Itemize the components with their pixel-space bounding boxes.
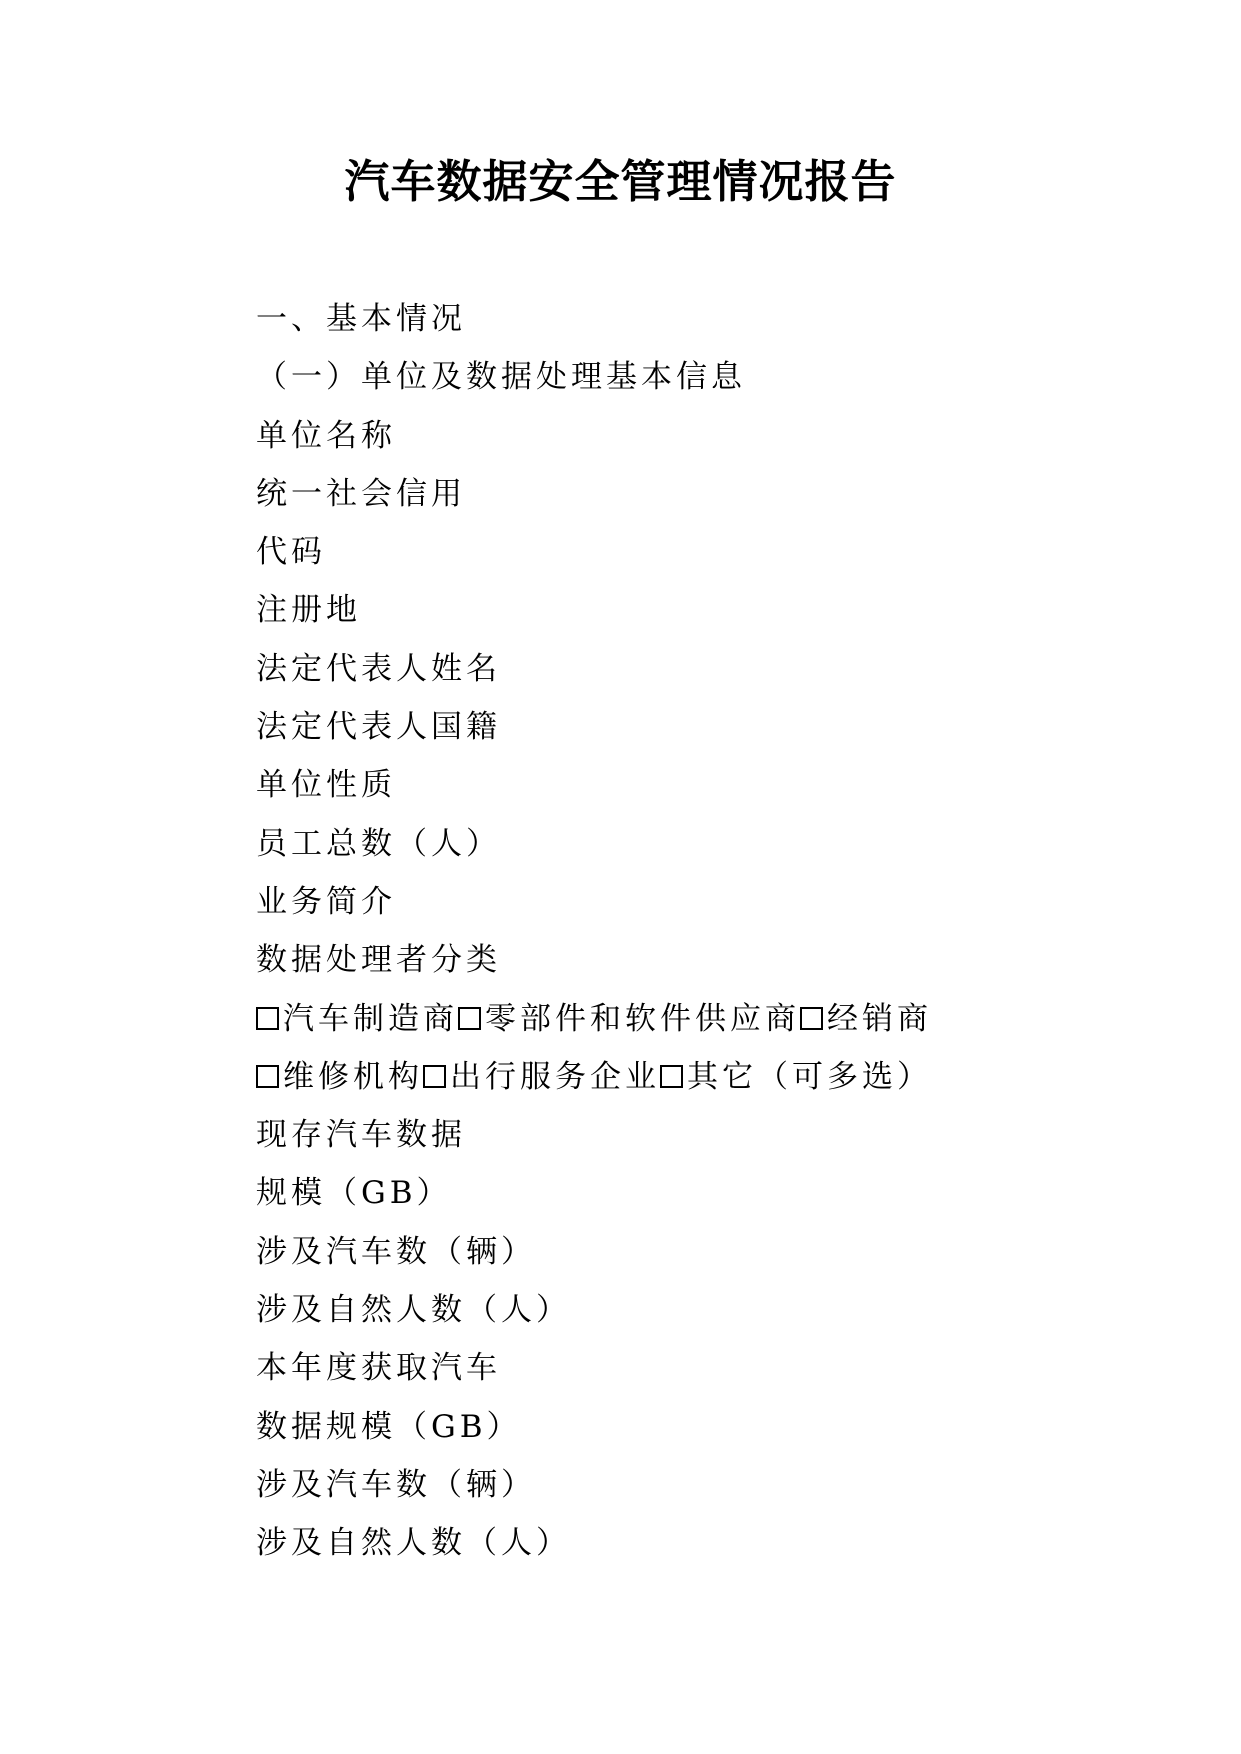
option-label: 其它（可多选） — [687, 1058, 932, 1095]
subsection-heading: （一）单位及数据处理基本信息 — [256, 359, 746, 396]
option-label: 维修机构 — [283, 1058, 423, 1095]
field-label-existing-persons: 涉及自然人数（人） — [256, 1292, 571, 1329]
field-label-registered-address: 注册地 — [256, 592, 361, 629]
option-label: 经销商 — [827, 1000, 932, 1037]
field-label-existing-vehicles: 涉及汽车数（辆） — [256, 1233, 536, 1270]
section-heading: 一、基本情况 — [256, 301, 466, 337]
field-label-unit-nature: 单位性质 — [256, 767, 396, 804]
processor-options-row-1 — [256, 990, 1056, 1048]
option-label: 汽车制造商 — [283, 1000, 458, 1037]
option-other[interactable] — [660, 1059, 932, 1095]
field-label-employee-count: 员工总数（人） — [256, 825, 501, 862]
field-label-annual-persons: 涉及自然人数（人） — [256, 1525, 571, 1562]
page-title: 汽车数据安全管理情况报告 — [344, 155, 897, 208]
checkbox-icon[interactable] — [660, 1065, 683, 1088]
option-dealer[interactable] — [800, 1001, 932, 1037]
document-body — [256, 290, 1056, 1573]
field-label-existing-data-1: 现存汽车数据 — [256, 1117, 466, 1154]
field-label-annual-data-1: 本年度获取汽车 — [256, 1350, 501, 1387]
field-label-legal-rep-nationality: 法定代表人国籍 — [256, 709, 501, 746]
field-label-annual-vehicles: 涉及汽车数（辆） — [256, 1466, 536, 1503]
checkbox-icon[interactable] — [458, 1007, 481, 1030]
option-automaker[interactable] — [256, 1001, 458, 1037]
option-mobility-service[interactable] — [423, 1059, 660, 1095]
field-label-credit-code-2: 代码 — [256, 534, 326, 571]
option-repair-shop[interactable] — [256, 1059, 423, 1095]
checkbox-icon[interactable] — [256, 1065, 279, 1088]
option-parts-software-supplier[interactable] — [458, 1001, 800, 1037]
option-label: 出行服务企业 — [450, 1058, 660, 1095]
field-label-processor-category: 数据处理者分类 — [256, 942, 501, 979]
field-label-existing-data-2: 规模（GB） — [256, 1175, 452, 1212]
field-label-credit-code-1: 统一社会信用 — [256, 475, 466, 512]
field-label-legal-rep-name: 法定代表人姓名 — [256, 650, 501, 687]
option-label: 零部件和软件供应商 — [485, 1000, 800, 1037]
field-label-business-intro: 业务简介 — [256, 883, 396, 920]
processor-options-row-2 — [256, 1048, 1056, 1106]
checkbox-icon[interactable] — [423, 1065, 446, 1088]
checkbox-icon[interactable] — [256, 1007, 279, 1030]
field-label-unit-name: 单位名称 — [256, 417, 396, 454]
field-label-annual-data-2: 数据规模（GB） — [256, 1408, 522, 1445]
checkbox-icon[interactable] — [800, 1007, 823, 1030]
